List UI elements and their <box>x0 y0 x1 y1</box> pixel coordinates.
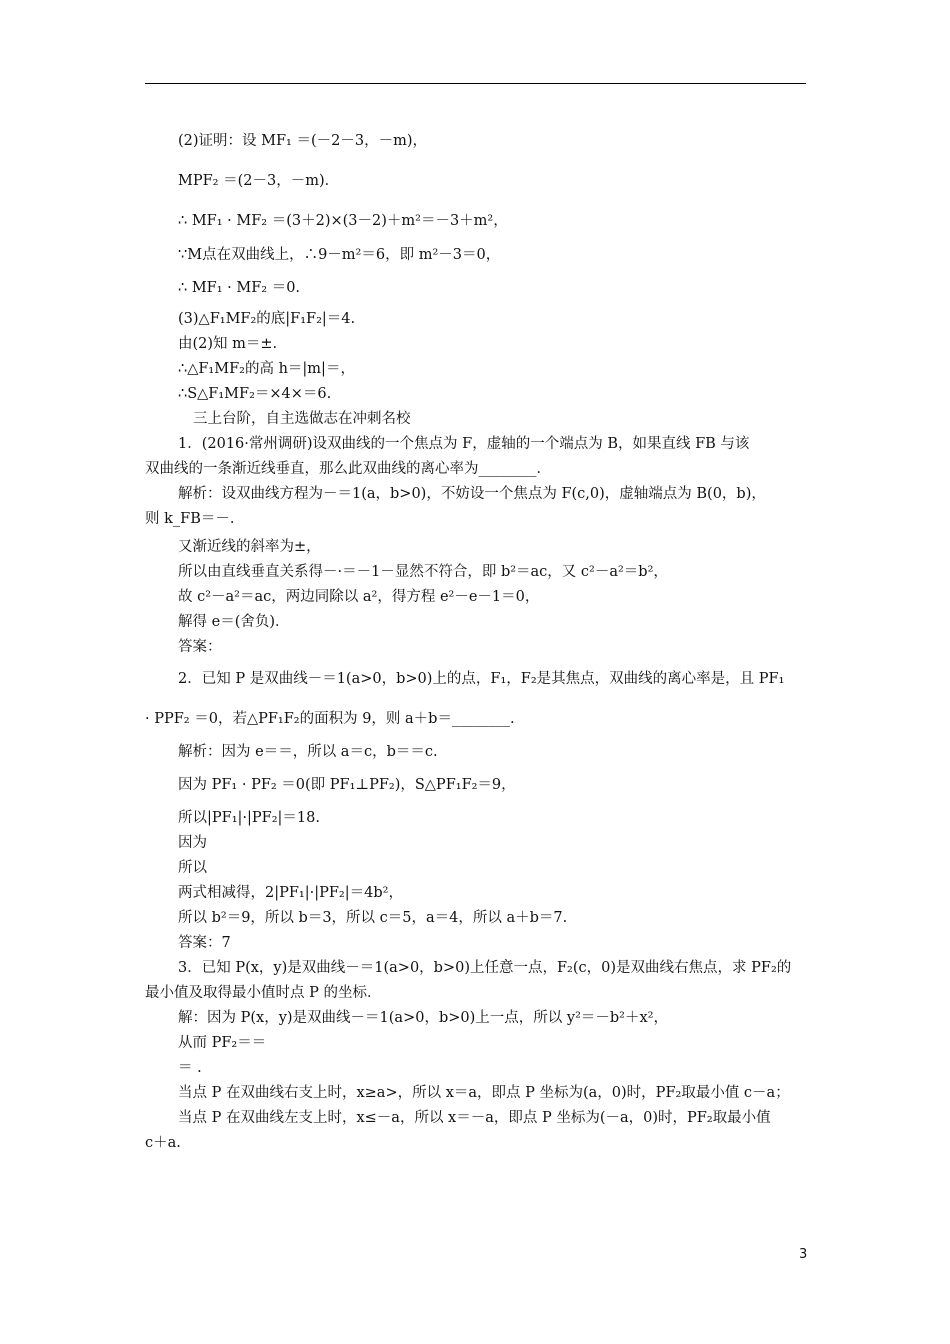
text-line: ＝ . <box>178 1060 202 1076</box>
text-line: 答案： <box>178 639 222 655</box>
text-line: 故 c²－a²＝ac，两边同除以 a²，得方程 e²－e－1＝0， <box>178 589 540 605</box>
text-line: 解析：因为 e＝＝，所以 a＝c，b＝＝c. <box>178 744 438 760</box>
text-line: 1．(2016·常州调研)设双曲线的一个焦点为 F，虚轴的一个端点为 B，如果直线 FB 与该 <box>178 436 750 452</box>
text-line: ∴ MF₁ · MF₂ ＝(3＋2)×(3－2)＋m²＝－3＋m²， <box>178 213 508 229</box>
text-line: 所以由直线垂直关系得－·＝－1－显然不符合，即 b²＝ac，又 c²－a²＝b²， <box>178 564 668 580</box>
header-rule <box>145 83 806 84</box>
text-line: 又渐近线的斜率为±， <box>178 539 321 555</box>
text-line: · PPF₂ ＝0，若△PF₁F₂的面积为 9，则 a＋b＝________. <box>145 711 515 727</box>
text-line: MPF₂ ＝(2－3，－m)． <box>178 173 340 189</box>
text-line: 当点 P 在双曲线右支上时，x≥a>，所以 x＝a，即点 P 坐标为(a，0)时，PF₂取最小值 c－a； <box>178 1085 790 1101</box>
text-line: ∴S△F₁MF₂＝×4×＝6. <box>178 386 332 402</box>
text-line: 解得 e＝(舍负)． <box>178 614 290 630</box>
text-line: (3)△F₁MF₂的底|F₁F₂|＝4. <box>178 311 356 327</box>
text-line: 从而 PF₂＝＝ <box>178 1035 267 1051</box>
text-line: 3．已知 P(x，y)是双曲线－＝1(a>0，b>0)上任意一点，F₂(c，0)是双曲线右焦点，求 PF₂的 <box>178 960 792 976</box>
text-line: 由(2)知 m＝±. <box>178 336 278 352</box>
text-line: c＋a. <box>145 1135 181 1151</box>
text-line: 解析：设双曲线方程为－＝1(a，b>0)，不妨设一个焦点为 F(c,0)，虚轴端点为 B(0，b)， <box>178 486 766 502</box>
page-number: 3 <box>799 1247 808 1262</box>
text-line: 解：因为 P(x，y)是双曲线－＝1(a>0，b>0)上一点，所以 y²＝－b²＋x²， <box>178 1010 668 1026</box>
text-line: 因为 <box>178 835 207 851</box>
text-line: 所以 b²＝9，所以 b＝3，所以 c＝5，a＝4，所以 a＋b＝7. <box>178 910 568 926</box>
text-line: ∴△F₁MF₂的高 h＝|m|＝， <box>178 361 355 377</box>
text-line: 因为 PF₁ · PF₂ ＝0(即 PF₁⊥PF₂)，S△PF₁F₂＝9， <box>178 777 516 793</box>
text-line: 当点 P 在双曲线左支上时，x≤－a，所以 x＝－a，即点 P 坐标为(－a，0)时，PF₂取最小值 <box>178 1110 771 1126</box>
text-line: ∵M点在双曲线上，∴9－m²＝6，即 m²－3＝0， <box>178 247 501 263</box>
text-line: 所以|PF₁|·|PF₂|＝18. <box>178 810 320 826</box>
text-line: 则 k_FB＝－. <box>145 511 235 527</box>
section-heading: 三上台阶，自主选做志在冲刺名校 <box>193 411 411 427</box>
text-line: (2)证明：设 MF₁ ＝(－2－3，－m)， <box>178 133 427 149</box>
text-line: 答案：7 <box>178 935 231 951</box>
text-line: 所以 <box>178 860 207 876</box>
text-line: 2．已知 P 是双曲线－＝1(a>0，b>0)上的点，F₁，F₂是其焦点，双曲线的离心率是，且 PF₁ <box>178 671 785 687</box>
text-line: ∴ MF₁ · MF₂ ＝0. <box>178 280 301 296</box>
text-line: 最小值及取得最小值时点 P 的坐标． <box>145 985 382 1001</box>
text-line: 两式相减得，2|PF₁|·|PF₂|＝4b²， <box>178 885 403 901</box>
text-line: 双曲线的一条渐近线垂直，那么此双曲线的离心率为________． <box>145 461 551 477</box>
